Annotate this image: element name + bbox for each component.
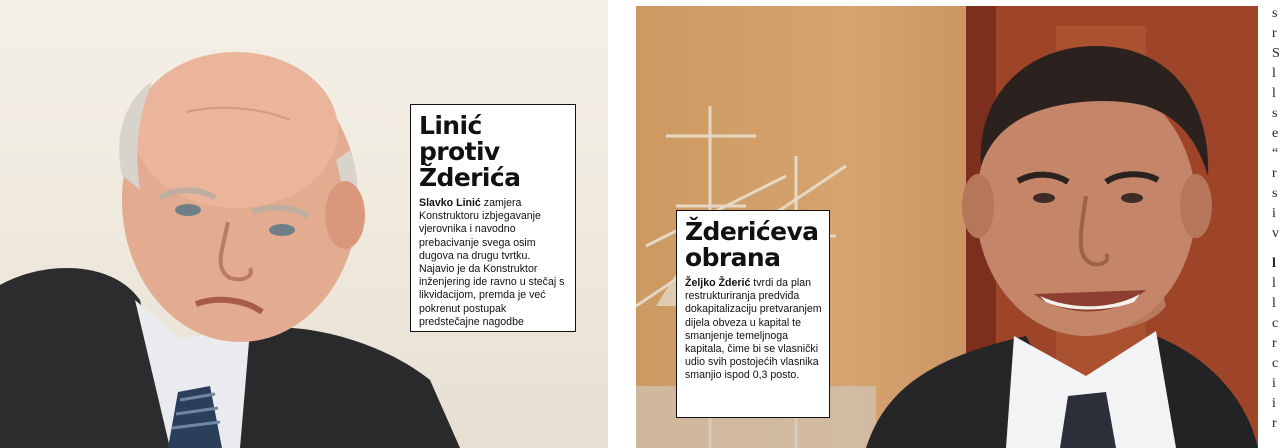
column-fragment: v <box>1272 226 1279 241</box>
column-fragment: s <box>1272 186 1278 201</box>
headline-line: Žderića <box>419 163 521 192</box>
column-fragment: r <box>1272 416 1277 431</box>
caption-headline <box>685 219 822 271</box>
caption-text: zamjera Konstruktoru izbjegavanje vjerovnika i navodno prebacivanje svega osim dugova na drugu tvrtku. Najavio je da Konstruktor inženjering ide ravno u stečaj s likvidacijom, premda je već pokrenut postupak predstečajne nagodbe <box>419 197 565 328</box>
column-fragment: s <box>1272 6 1278 21</box>
column-fragment: e <box>1272 126 1279 141</box>
column-fragment: c <box>1272 316 1279 331</box>
caption-box-linic <box>410 104 576 332</box>
caption-box-zderic <box>676 210 830 418</box>
column-fragment: r <box>1272 166 1277 181</box>
caption-body <box>685 277 822 383</box>
caption-lead-name: Slavko Linić <box>419 197 481 209</box>
column-fragment: c <box>1272 356 1279 371</box>
column-fragment: l <box>1272 296 1276 311</box>
caption-lead-name: Željko Žderić <box>685 277 751 289</box>
headline-line: obrana <box>685 243 781 272</box>
column-fragment: i <box>1272 396 1276 411</box>
column-fragment: i <box>1272 376 1276 391</box>
article-column-edge <box>1258 0 1280 448</box>
caption-body <box>419 197 567 329</box>
headline-line: Žderićeva <box>685 217 819 246</box>
column-fragment-bold: l <box>1272 256 1276 271</box>
column-fragment: l <box>1272 66 1276 81</box>
column-fragment: l <box>1272 276 1276 291</box>
headline-line: Linić protiv <box>419 111 500 166</box>
caption-text: tvrdi da plan restrukturiranja predviđa dokapitalizaciju pretvaranjem dijela obveza u kapital te smanjenje temeljnoga kapitala, čime bi se vlasnički udio svih postojećih vlasnika smanjio ispod 0,3 posto. <box>685 277 822 382</box>
column-fragment: S <box>1272 46 1280 61</box>
column-fragment: l <box>1272 86 1276 101</box>
column-fragment: r <box>1272 26 1277 41</box>
column-fragment: s <box>1272 106 1278 121</box>
column-fragment: r <box>1272 336 1277 351</box>
gutter <box>608 0 636 448</box>
column-fragment: i <box>1272 206 1276 221</box>
caption-headline <box>419 113 567 191</box>
column-fragment: “ <box>1272 146 1279 161</box>
